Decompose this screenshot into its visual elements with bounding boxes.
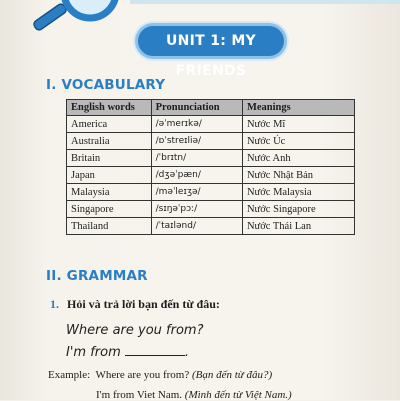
column-header: Meanings bbox=[242, 100, 354, 116]
example-question-gloss: (Bạn đến từ đâu?) bbox=[191, 369, 273, 381]
example-answer: I'm from Viet Nam. bbox=[96, 389, 183, 401]
example-answer-gloss: (Mình đến từ Việt Nam.) bbox=[184, 389, 292, 401]
example-answer-line bbox=[96, 389, 292, 401]
column-header: Pronunciation bbox=[151, 100, 242, 116]
vocabulary-table bbox=[66, 99, 355, 235]
meaning: Nước Thái Lan bbox=[242, 218, 354, 235]
pattern-answer-prefix: I'm from bbox=[66, 345, 121, 360]
pattern-answer bbox=[66, 345, 189, 360]
pattern-answer-suffix: . bbox=[184, 345, 190, 360]
item-title-text: Hỏi và trả lời bạn đến từ đâu: bbox=[67, 297, 220, 311]
example-label: Example: bbox=[48, 369, 91, 381]
top-decorative-band bbox=[130, 0, 400, 4]
meaning: Nước Mĩ bbox=[242, 116, 354, 133]
english-word: Britain bbox=[67, 150, 152, 167]
meaning: Nước Nhật Bản bbox=[242, 167, 354, 184]
table-row bbox=[67, 184, 355, 201]
magnifier-icon bbox=[28, 0, 138, 46]
pronunciation: /sɪŋəˈpɔː/ bbox=[151, 201, 242, 218]
grammar-heading: II. GRAMMAR bbox=[46, 268, 148, 284]
pronunciation: /ɒˈstreɪliə/ bbox=[151, 133, 242, 150]
grammar-item-title bbox=[50, 297, 220, 312]
pronunciation: /ˈbrɪtn/ bbox=[151, 150, 242, 167]
vocabulary-heading: I. VOCABULARY bbox=[46, 77, 166, 93]
pronunciation: /əˈmerɪkə/ bbox=[151, 116, 242, 133]
table-row bbox=[67, 167, 355, 184]
table-row bbox=[67, 218, 355, 235]
table-row bbox=[67, 201, 355, 218]
item-number: 1. bbox=[50, 297, 59, 311]
column-header: English words bbox=[67, 100, 152, 116]
meaning: Nước Singapore bbox=[242, 201, 354, 218]
table-row bbox=[67, 133, 355, 150]
english-word: Malaysia bbox=[67, 184, 152, 201]
pronunciation: /dʒəˈpæn/ bbox=[151, 167, 242, 184]
unit-title-banner bbox=[138, 26, 284, 79]
meaning: Nước Malaysia bbox=[242, 184, 354, 201]
english-word: America bbox=[67, 116, 152, 133]
answer-blank bbox=[125, 345, 185, 356]
english-word: Australia bbox=[67, 133, 152, 150]
table-header-row bbox=[67, 100, 355, 116]
example-question: Where are you from? bbox=[95, 369, 190, 381]
meaning: Nước Anh bbox=[242, 150, 354, 167]
pattern-question: Where are you from? bbox=[66, 323, 204, 338]
example-question-line bbox=[48, 369, 272, 381]
english-word: Japan bbox=[67, 167, 152, 184]
meaning: Nước Úc bbox=[242, 133, 354, 150]
unit-title: UNIT 1: MY FRIENDS bbox=[165, 33, 256, 79]
table-row bbox=[67, 116, 355, 133]
pronunciation: /məˈleɪʒə/ bbox=[151, 184, 242, 201]
pronunciation: /ˈtaɪlənd/ bbox=[151, 218, 242, 235]
english-word: Thailand bbox=[67, 218, 152, 235]
english-word: Singapore bbox=[67, 201, 152, 218]
table-row bbox=[67, 150, 355, 167]
